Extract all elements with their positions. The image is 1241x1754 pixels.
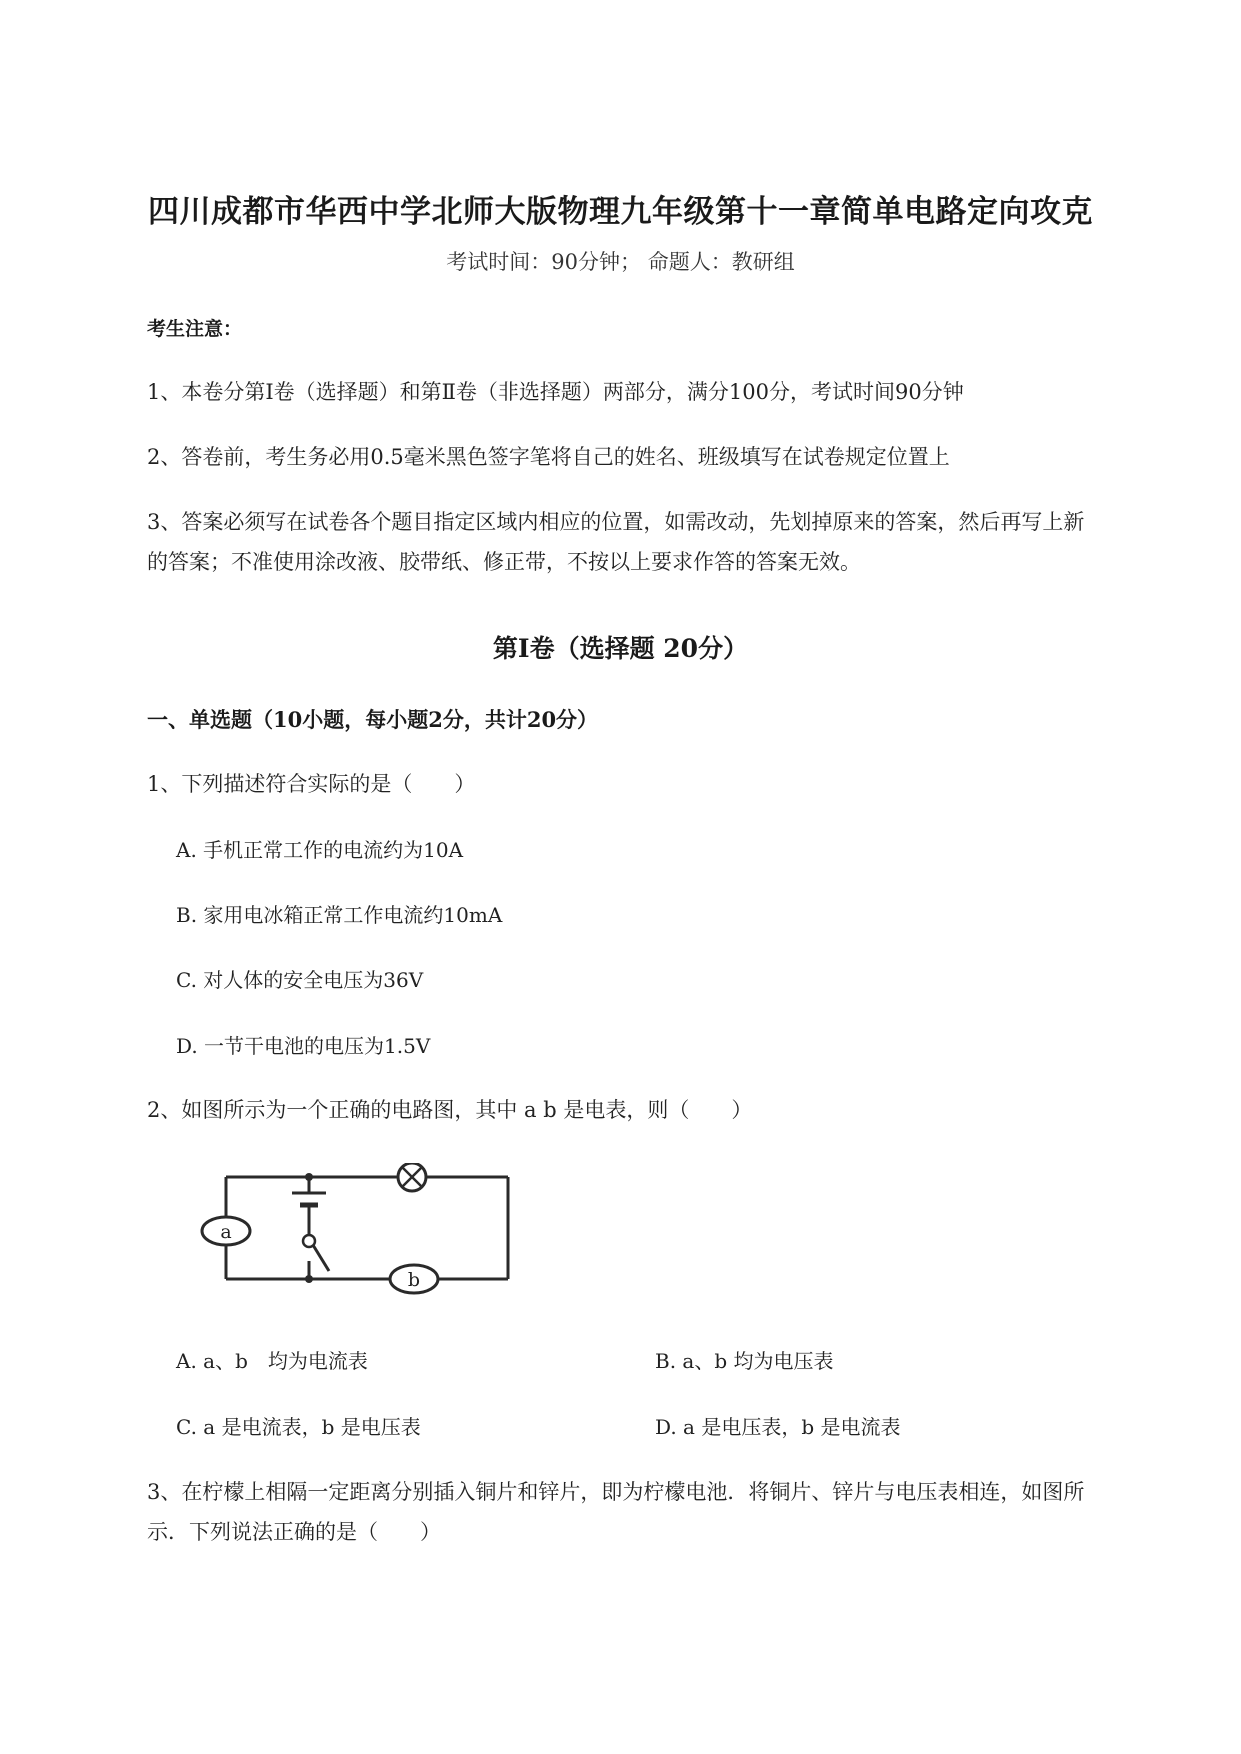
notice-item-1: 1、本卷分第Ⅰ卷（选择题）和第Ⅱ卷（非选择题）两部分，满分100分，考试时间90分钟	[147, 380, 964, 404]
question-1-stem: 1、下列描述符合实际的是（ ）	[147, 772, 476, 796]
notice-item-3-cont: 的答案；不准使用涂改液、胶带纸、修正带，不按以上要求作答的答案无效。	[147, 550, 861, 574]
question-1-option-a: A. 手机正常工作的电流约为10A	[176, 838, 464, 862]
meter-a-label: a	[220, 1221, 232, 1243]
notice-heading: 考生注意：	[147, 318, 243, 340]
notice-item-2: 2、答卷前，考生务必用0.5毫米黑色签字笔将自己的姓名、班级填写在试卷规定位置上	[147, 445, 950, 469]
meter-b-label: b	[407, 1269, 421, 1291]
question-2-option-d: D. a 是电压表，b 是电流表	[655, 1415, 901, 1439]
meter-a	[202, 1217, 250, 1245]
question-2-option-a: A. a、b 均为电流表	[176, 1349, 368, 1373]
circuit-diagram	[196, 1163, 526, 1313]
page-title: 四川成都市华西中学北师大版物理九年级第十一章简单电路定向攻克	[148, 194, 1093, 230]
notice-item-3: 3、答案必须写在试卷各个题目指定区域内相应的位置，如需改动，先划掉原来的答案，然后再写上新	[147, 510, 1085, 534]
lamp-icon	[398, 1163, 426, 1191]
meter-b	[390, 1265, 438, 1293]
switch-pivot	[303, 1235, 315, 1247]
question-type-heading: 一、单选题（10小题，每小题2分，共计20分）	[147, 707, 599, 732]
exam-subtitle: 考试时间：90分钟； 命题人：教研组	[446, 250, 795, 274]
section-title: 第Ⅰ卷（选择题 20分）	[492, 634, 749, 663]
question-2-option-c: C. a 是电流表，b 是电压表	[176, 1415, 421, 1439]
question-2-option-b: B. a、b 均为电压表	[655, 1349, 834, 1373]
question-2-stem: 2、如图所示为一个正确的电路图，其中 a b 是电表，则（ ）	[147, 1098, 753, 1122]
question-1-option-c: C. 对人体的安全电压为36V	[176, 968, 424, 992]
question-3-stem-cont: 示．下列说法正确的是（ ）	[147, 1520, 441, 1544]
question-1-option-b: B. 家用电冰箱正常工作电流约10mA	[176, 903, 503, 927]
question-1-option-d: D. 一节干电池的电压为1.5V	[176, 1034, 431, 1058]
question-3-stem: 3、在柠檬上相隔一定距离分别插入铜片和锌片，即为柠檬电池．将铜片、锌片与电压表相连，如图所	[147, 1480, 1085, 1504]
junction-dot	[305, 1173, 313, 1181]
junction-dot	[305, 1275, 313, 1283]
